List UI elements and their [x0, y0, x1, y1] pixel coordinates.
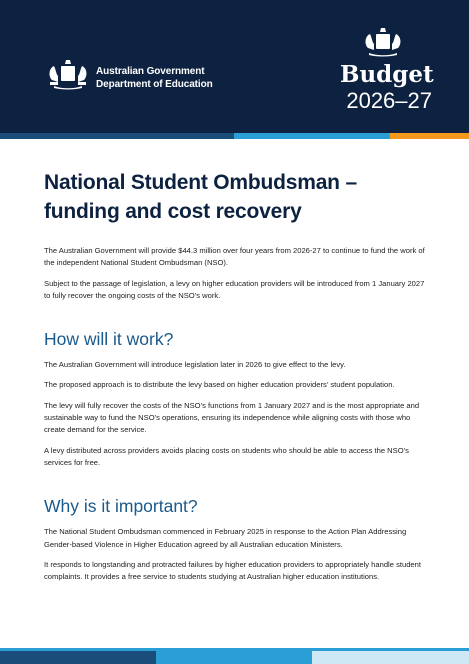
intro-paragraph: The Australian Government will provide $44.3 million over four years from 2026-27 to continue to fund the work of the independent National Student Ombudsman (NSO).	[44, 246, 425, 268]
page-header	[0, 0, 469, 133]
coat-of-arms-icon	[44, 58, 92, 90]
footer-stripe-segment	[156, 651, 312, 664]
document-body	[44, 168, 429, 583]
budget-year: 2026–27	[346, 88, 432, 113]
footer-stripe-segment	[312, 651, 469, 664]
section-paragraph: It responds to longstanding and protracted failures by higher education providers to appropriately handle student complaints. It provides a free service to students studying at Australian higher education institutions.	[44, 559, 421, 582]
section-paragraph: The proposed approach is to distribute the levy based on higher education providers’ student population.	[44, 380, 395, 390]
page-title-line2: funding and cost recovery	[44, 200, 302, 223]
government-wordmark	[96, 66, 213, 91]
section-paragraph: A levy distributed across providers avoids placing costs on students who should be able to access the NSO’s services for free.	[44, 445, 409, 467]
header-stripe-segment	[234, 133, 312, 139]
header-stripe-segment	[156, 133, 234, 139]
section-paragraph: The levy will fully recover the costs of the NSO’s functions from 1 January 2027 and is the most appropriate and sustainable way to fund the NSO’s operations, ensuring its independence while aligning costs with those who create demand for the service.	[44, 400, 420, 435]
intro-paragraph: Subject to the passage of legislation, a levy on higher education providers will be introduced from 1 January 2027 to fully recover the ongoing costs of the NSO’s work.	[44, 278, 425, 300]
department-name: Department of Education	[96, 79, 213, 90]
budget-crest-icon	[360, 26, 406, 58]
section-paragraph: The National Student Ombudsman commenced in February 2025 in response to the Action Plan Addressing Gender-based Violence in Higher Education agreed by all Australian education Ministers.	[44, 527, 407, 549]
header-stripe-segment	[312, 133, 390, 139]
government-name: Australian Government	[96, 66, 205, 77]
section-paragraph: The Australian Government will introduce legislation later in 2026 to give effect to the levy.	[44, 360, 346, 370]
page-title	[44, 168, 429, 226]
section-heading-why: Why is it important?	[44, 496, 198, 517]
footer-stripe-segment	[0, 651, 156, 664]
section-heading-how: How will it work?	[44, 329, 174, 350]
header-stripe-segment	[0, 133, 156, 139]
budget-title: Budget	[340, 61, 434, 88]
page-title-line1: National Student Ombudsman –	[44, 171, 357, 194]
header-stripe-segment	[390, 133, 469, 139]
